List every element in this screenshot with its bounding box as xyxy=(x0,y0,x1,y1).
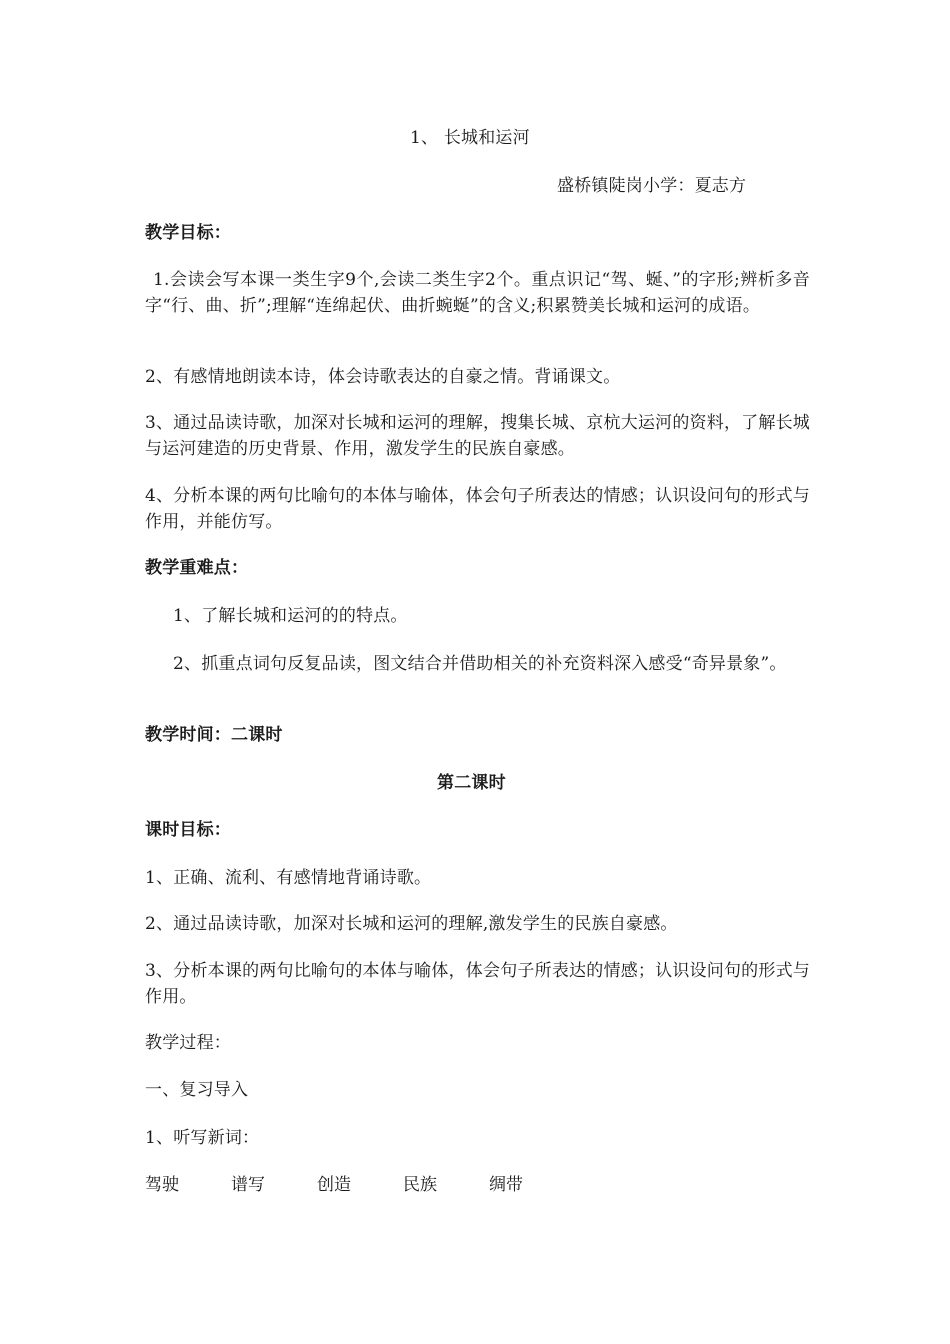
objective-item: 3、通过品读诗歌，加深对长城和运河的理解，搜集长城、京杭大运河的资料，了解长城与运河建造的历史背景、作用，激发学生的民族自豪感。 xyxy=(145,413,810,459)
vocab-list xyxy=(145,1172,575,1198)
author-line: 盛桥镇陡岗小学：夏志方 xyxy=(557,176,747,196)
objective-item: 2、有感情地朗读本诗，体会诗歌表达的自豪之情。背诵课文。 xyxy=(145,367,621,387)
vocab-word: 谱写 xyxy=(231,1175,265,1195)
vocab-word: 创造 xyxy=(317,1175,351,1195)
lesson-goal-item: 2、通过品读诗歌，加深对长城和运河的理解,激发学生的民族自豪感。 xyxy=(145,914,678,934)
vocab-word: 绸带 xyxy=(489,1175,523,1195)
lesson-title: 1、 长城和运河 xyxy=(410,128,530,148)
time-heading: 教学时间：二课时 xyxy=(145,725,283,745)
keypoints-heading: 教学重难点： xyxy=(145,558,249,578)
vocab-word: 民族 xyxy=(403,1175,437,1195)
lesson-goal-item: 1、正确、流利、有感情地背诵诗歌。 xyxy=(145,868,432,888)
section-title: 第二课时 xyxy=(437,773,506,793)
vocab-word: 驾驶 xyxy=(145,1175,179,1195)
objective-item: 4、分析本课的两句比喻句的本体与喻体，体会句子所表达的情感；认识设问句的形式与作用，并能仿写。 xyxy=(145,486,810,532)
keypoint-item: 2、抓重点词句反复品读，图文结合并借助相关的补充资料深入感受“奇异景象”。 xyxy=(173,654,787,674)
objective-item: 1.会读会写本课一类生字9个,会读二类生字2个。重点识记“驾、蜒、”的字形;辨析多音字“行、曲、折”;理解“连绵起伏、曲折蜿蜒”的含义;积累赞美长城和运河的成语。 xyxy=(145,270,810,316)
lesson-goals-heading: 课时目标： xyxy=(145,820,231,840)
keypoint-item: 1、了解长城和运河的的特点。 xyxy=(173,606,408,626)
step-heading: 一、复习导入 xyxy=(145,1080,249,1100)
lesson-goal-item: 3、分析本课的两句比喻句的本体与喻体，体会句子所表达的情感；认识设问句的形式与作用。 xyxy=(145,961,810,1007)
process-heading: 教学过程： xyxy=(145,1033,231,1053)
substep-heading: 1、听写新词： xyxy=(145,1128,260,1148)
objectives-heading: 教学目标： xyxy=(145,223,231,243)
